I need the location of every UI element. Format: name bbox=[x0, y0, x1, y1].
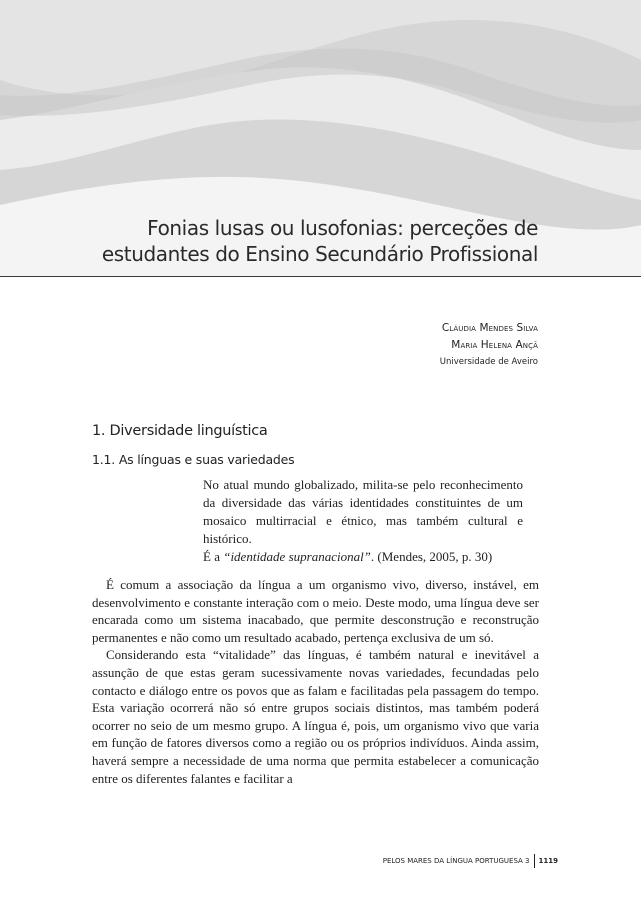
page-number: 1119 bbox=[538, 857, 558, 865]
paper-title-line-1: Fonias lusas ou lusofonias: perceções de bbox=[147, 216, 538, 240]
citation-prefix: É a bbox=[203, 549, 224, 564]
page-footer bbox=[383, 854, 558, 868]
author-1: Cláudia Mendes Silva bbox=[441, 322, 538, 334]
running-title: PELOS MARES DA LÍNGUA PORTUGUESA 3 bbox=[382, 857, 530, 865]
paper-title-line-2: estudantes do Ensino Secundário Profissional bbox=[101, 242, 538, 266]
epigraph-text: No atual mundo globalizado, milita-se pelo reconhecimento da diversidade das várias identidades constituintes de um mosaico multirracial e étnico, mas também cultural e histórico. bbox=[203, 477, 523, 546]
epigraph-citation bbox=[203, 548, 523, 566]
affiliation: Universidade de Aveiro bbox=[439, 357, 538, 367]
body-text bbox=[92, 576, 539, 787]
citation-italic: “identidade supranacional” bbox=[223, 549, 371, 564]
header-rule bbox=[0, 276, 641, 277]
header-band bbox=[0, 0, 641, 277]
author-2: Maria Helena Ançã bbox=[451, 339, 538, 351]
footer-separator bbox=[534, 854, 535, 868]
subsection-heading: 1.1. As línguas e suas variedades bbox=[92, 452, 295, 467]
section-heading: 1. Diversidade linguística bbox=[92, 423, 268, 439]
paragraph-1: É comum a associação da língua a um organismo vivo, diverso, instável, em desenvolvimento e constante interação com o meio. Deste modo, uma língua deve ser encarada como um sistema inacabado, que permite desconstrução e reconstrução permanentes e não como um resultado acabado, pertença exclusiva de um só. bbox=[92, 577, 539, 645]
paragraph-2: Considerando esta “vitalidade” das línguas, é também natural e inevitável a assunção de que estas geram sucessivamente novas variedades, fecundadas pelo contacto e diálogo entre os povos que as falam e facilitadas pela passagem do tempo. Esta variação ocorrerá não só entre grupos sociais distintos, mas também poderá ocorrer no seio de um mesmo grupo. A língua é, pois, um organismo vivo que varia em função de fatores diversos como a região ou os próprios indivíduos. Ainda assim, haverá sempre a necessidade de uma norma que permita estabelecer a comunicação entre os diferentes falantes e facilitar a bbox=[92, 647, 539, 786]
epigraph bbox=[203, 476, 523, 566]
citation-suffix: . (Mendes, 2005, p. 30) bbox=[370, 549, 493, 564]
